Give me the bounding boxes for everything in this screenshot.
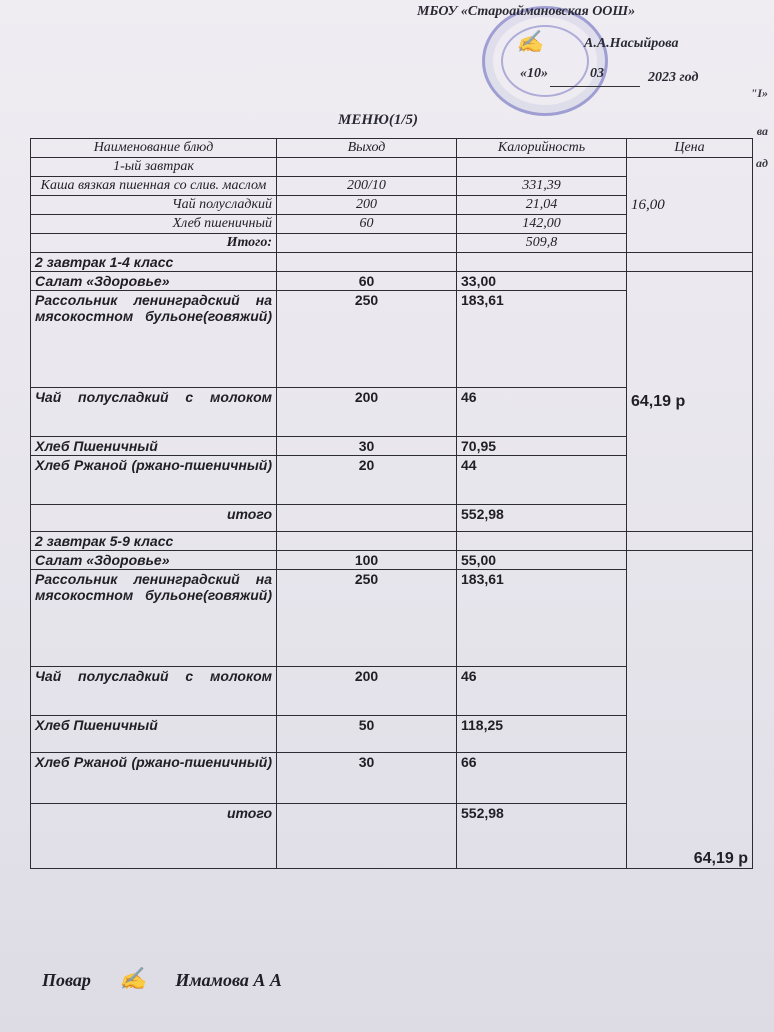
dish-name: Хлеб пшеничный bbox=[31, 215, 277, 234]
dish-name: Хлеб Ржаной (ржано-пшеничный) bbox=[31, 456, 277, 505]
cook-role: Повар bbox=[42, 970, 91, 990]
dish-kcal: 331,39 bbox=[457, 177, 627, 196]
dish-kcal: 70,95 bbox=[457, 437, 627, 456]
date-day: «10» bbox=[520, 66, 548, 81]
price-cell: 64,19 р bbox=[627, 551, 753, 869]
table-row bbox=[31, 551, 753, 570]
dish-yield: 200/10 bbox=[277, 177, 457, 196]
dish-kcal: 66 bbox=[457, 753, 627, 804]
dish-kcal: 46 bbox=[457, 388, 627, 437]
director-name: А.А.Насыйрова bbox=[584, 36, 679, 51]
total-kcal: 509,8 bbox=[457, 234, 627, 253]
col-header-yield: Выход bbox=[277, 139, 457, 158]
col-header-kcal: Калорийность bbox=[457, 139, 627, 158]
dish-yield: 50 bbox=[277, 716, 457, 753]
dish-kcal: 183,61 bbox=[457, 570, 627, 667]
table-row bbox=[31, 272, 753, 291]
dish-kcal: 55,00 bbox=[457, 551, 627, 570]
total-kcal: 552,98 bbox=[457, 804, 627, 869]
school-name: МБОУ «Староаймановская ООШ» bbox=[417, 4, 636, 19]
date-year: 2023 год bbox=[648, 70, 699, 85]
dish-yield: 30 bbox=[277, 437, 457, 456]
section-label: 2 завтрак 1-4 класс bbox=[31, 253, 277, 272]
menu-table bbox=[30, 138, 753, 869]
dish-name: Салат «Здоровье» bbox=[31, 272, 277, 291]
col-header-price: Цена bbox=[627, 139, 753, 158]
dish-name: Чай полусладкий с молоком bbox=[31, 667, 277, 716]
menu-title: МЕНЮ(1/5) bbox=[338, 112, 419, 128]
table-header-row bbox=[31, 139, 753, 158]
dish-yield: 20 bbox=[277, 456, 457, 505]
dish-name: Рассольник ленинградский на мясокостном бульоне(говяжий) bbox=[31, 291, 277, 388]
official-stamp bbox=[482, 6, 608, 116]
cook-signature: ✍ bbox=[119, 966, 147, 992]
dish-name: Хлеб Пшеничный bbox=[31, 437, 277, 456]
dish-name: Чай полусладкий с молоком bbox=[31, 388, 277, 437]
dish-yield: 200 bbox=[277, 388, 457, 437]
section-row-breakfast1 bbox=[31, 158, 753, 177]
section-label: 2 завтрак 5-9 класс bbox=[31, 532, 277, 551]
dish-name: Каша вязкая пшенная со слив. маслом bbox=[31, 177, 277, 196]
dish-kcal: 183,61 bbox=[457, 291, 627, 388]
total-label: итого bbox=[31, 505, 277, 532]
total-label: Итого: bbox=[31, 234, 277, 253]
dish-name: Салат «Здоровье» bbox=[31, 551, 277, 570]
dish-yield: 60 bbox=[277, 215, 457, 234]
dish-name: Чай полусладкий bbox=[31, 196, 277, 215]
dish-yield: 200 bbox=[277, 196, 457, 215]
dish-name: Хлеб Ржаной (ржано-пшеничный) bbox=[31, 753, 277, 804]
date-day-value: 10 bbox=[527, 66, 541, 81]
dish-yield: 250 bbox=[277, 570, 457, 667]
price-cell: 64,19 р bbox=[627, 272, 753, 532]
section-label: 1-ый завтрак bbox=[31, 158, 277, 177]
edge-note-1: "I» bbox=[750, 86, 768, 100]
total-kcal: 552,98 bbox=[457, 505, 627, 532]
dish-kcal: 33,00 bbox=[457, 272, 627, 291]
dish-yield: 60 bbox=[277, 272, 457, 291]
edge-note-2: ва bbox=[756, 124, 768, 138]
dish-yield: 30 bbox=[277, 753, 457, 804]
section-row-breakfast2-1-4 bbox=[31, 253, 753, 272]
section-row-breakfast2-5-9 bbox=[31, 532, 753, 551]
total-label: итого bbox=[31, 804, 277, 869]
dish-name: Хлеб Пшеничный bbox=[31, 716, 277, 753]
dish-yield: 200 bbox=[277, 667, 457, 716]
dish-kcal: 142,00 bbox=[457, 215, 627, 234]
cook-name: Имамова А А bbox=[175, 970, 282, 990]
dish-name: Рассольник ленинградский на мясокостном бульоне(говяжий) bbox=[31, 570, 277, 667]
dish-yield: 250 bbox=[277, 291, 457, 388]
dish-kcal: 46 bbox=[457, 667, 627, 716]
dish-kcal: 21,04 bbox=[457, 196, 627, 215]
footer bbox=[42, 966, 282, 992]
edge-note-3: ад bbox=[756, 156, 768, 170]
price-cell: 16,00 bbox=[627, 158, 753, 253]
date-underline bbox=[550, 86, 640, 87]
date-month: 03 bbox=[590, 66, 604, 81]
dish-kcal: 118,25 bbox=[457, 716, 627, 753]
dish-yield: 100 bbox=[277, 551, 457, 570]
dish-kcal: 44 bbox=[457, 456, 627, 505]
col-header-name: Наименование блюд bbox=[31, 139, 277, 158]
director-signature: ✍ bbox=[516, 30, 544, 55]
